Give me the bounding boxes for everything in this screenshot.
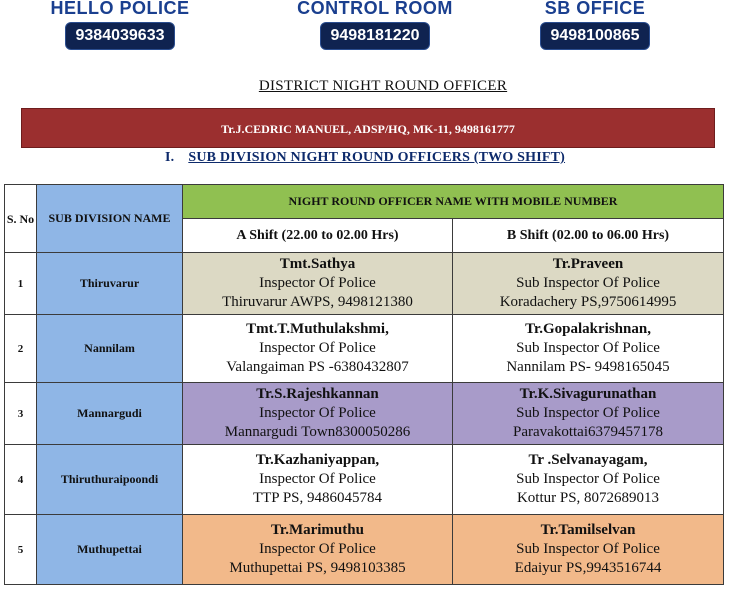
district-officer-banner: Tr.J.CEDRIC MANUEL, ADSP/HQ, MK-11, 9498161777 — [21, 108, 715, 148]
row-sno: 2 — [5, 315, 37, 383]
hotline-sb-office — [520, 0, 670, 50]
hotline-title: SB OFFICE — [544, 0, 646, 16]
officer-name: Tr.K.Sivagurunathan — [519, 386, 657, 402]
hotline-number: 9498181220 — [320, 22, 431, 50]
officer-station: TTP PS, 9486045784 — [252, 490, 383, 506]
row-subdivision: Thiruvarur — [37, 253, 183, 315]
header-sno: S. No — [5, 185, 37, 253]
header-subdivision: SUB DIVISION NAME — [37, 185, 183, 253]
officer-station: Koradachery PS,9750614995 — [499, 294, 677, 310]
shift-b-officer — [453, 445, 724, 515]
section-heading — [0, 150, 730, 166]
shift-b-officer — [453, 383, 724, 445]
row-subdivision: Muthupettai — [37, 515, 183, 585]
header-officer-group: NIGHT ROUND OFFICER NAME WITH MOBILE NUMBER — [183, 185, 724, 219]
officer-station: Valangaiman PS -6380432807 — [226, 359, 409, 375]
shift-a-officer — [183, 315, 453, 383]
officer-name: Tr.S.Rajeshkannan — [256, 386, 379, 402]
row-sno: 5 — [5, 515, 37, 585]
officer-rank: Sub Inspector Of Police — [516, 275, 660, 291]
officer-rank: Inspector Of Police — [259, 275, 376, 291]
officer-rank: Inspector Of Police — [259, 340, 376, 356]
officer-rank: Inspector Of Police — [259, 471, 376, 487]
officer-station: Edaiyur PS,9943516744 — [514, 560, 662, 576]
officer-station: Paravakottai6379457178 — [513, 424, 663, 440]
officer-station: Thiruvarur AWPS, 9498121380 — [222, 294, 413, 310]
officer-rank: Sub Inspector Of Police — [516, 340, 660, 356]
officer-station: Mannargudi Town8300050286 — [224, 424, 411, 440]
section-number: I. — [164, 150, 175, 165]
shift-a-officer — [183, 383, 453, 445]
header-shift-b: B Shift (02.00 to 06.00 Hrs) — [453, 219, 724, 253]
row-sno: 4 — [5, 445, 37, 515]
table-row — [5, 315, 724, 383]
shift-a-officer — [183, 515, 453, 585]
hotline-number: 9384039633 — [65, 22, 176, 50]
officer-name: Tmt.T.Muthulakshmi, — [246, 321, 389, 337]
officer-name: Tr.Tamilselvan — [540, 522, 636, 538]
hotline-hello-police — [40, 0, 200, 50]
district-night-round-title: DISTRICT NIGHT ROUND OFFICER — [258, 78, 508, 94]
officer-rank: Inspector Of Police — [259, 541, 376, 557]
officer-station: Nannilam PS- 9498165045 — [506, 359, 670, 375]
officer-rank: Inspector Of Police — [259, 405, 376, 421]
night-round-table — [4, 184, 724, 585]
shift-a-officer — [183, 445, 453, 515]
hotline-header — [0, 0, 730, 58]
row-subdivision: Thiruthuraipoondi — [37, 445, 183, 515]
officer-name: Tr .Selvanayagam, — [528, 452, 648, 468]
officer-name: Tr.Marimuthu — [271, 522, 364, 538]
officer-station: Muthupettai PS, 9498103385 — [229, 560, 406, 576]
officer-name: Tr.Kazhaniyappan, — [255, 452, 380, 468]
shift-b-officer — [453, 253, 724, 315]
hotline-control-room — [285, 0, 465, 50]
officer-rank: Sub Inspector Of Police — [516, 471, 660, 487]
hotline-title: HELLO POLICE — [50, 0, 190, 16]
section-title: SUB DIVISION NIGHT ROUND OFFICERS (TWO SHIFT) — [188, 150, 566, 165]
table-row — [5, 383, 724, 445]
hotline-number: 9498100865 — [540, 22, 651, 50]
table-row — [5, 515, 724, 585]
officer-name: Tmt.Sathya — [279, 256, 356, 272]
table-row — [5, 253, 724, 315]
officer-rank: Sub Inspector Of Police — [516, 541, 660, 557]
row-sno: 1 — [5, 253, 37, 315]
row-subdivision: Nannilam — [37, 315, 183, 383]
officer-rank: Sub Inspector Of Police — [516, 405, 660, 421]
table-row — [5, 445, 724, 515]
shift-a-officer — [183, 253, 453, 315]
officer-name: Tr.Praveen — [552, 256, 624, 272]
row-subdivision: Mannargudi — [37, 383, 183, 445]
officer-name: Tr.Gopalakrishnan, — [525, 321, 651, 337]
row-sno: 3 — [5, 383, 37, 445]
hotline-title: CONTROL ROOM — [297, 0, 453, 16]
shift-b-officer — [453, 315, 724, 383]
header-shift-a: A Shift (22.00 to 02.00 Hrs) — [183, 219, 453, 253]
shift-b-officer — [453, 515, 724, 585]
table-header-row — [5, 185, 724, 219]
officer-station: Kottur PS, 8072689013 — [516, 490, 660, 506]
